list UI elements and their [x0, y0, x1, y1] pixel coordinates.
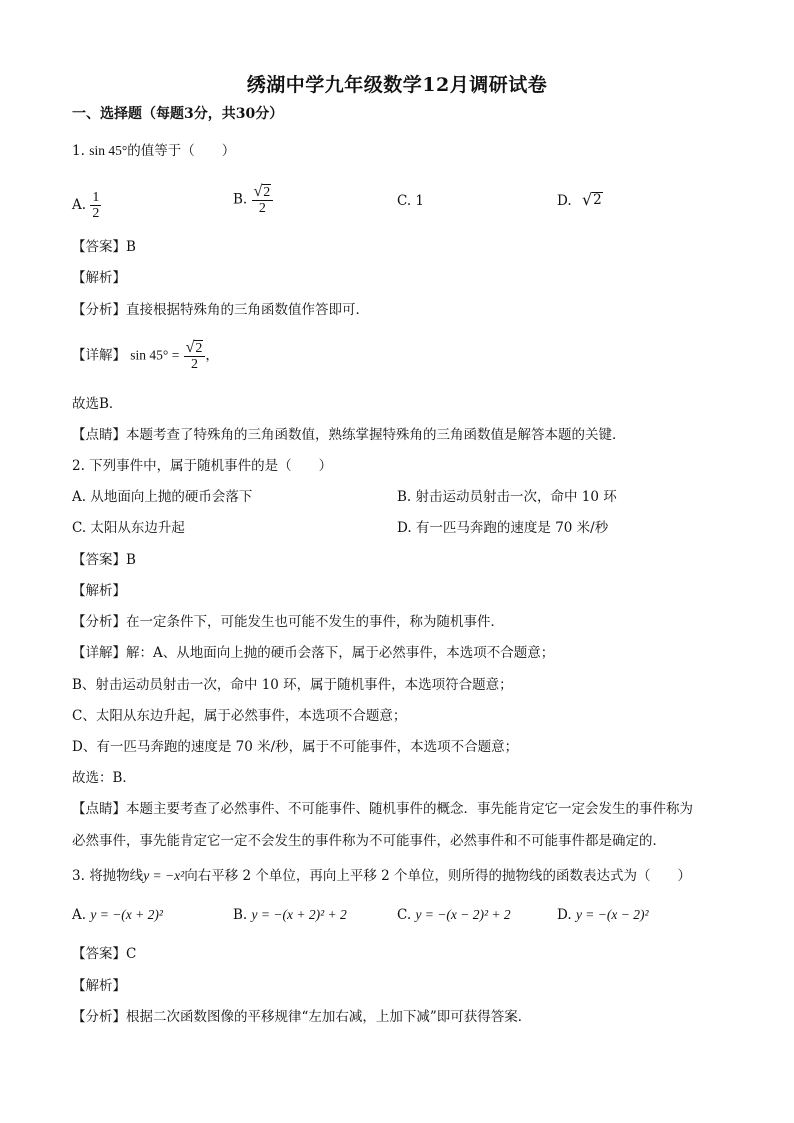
question-stem: 向右平移 2 个单位，再向上平移 2 个单位，则所得的抛物线的函数表达式为（ ）: [184, 868, 692, 884]
sqrt-symbol: √ 2: [581, 190, 602, 209]
analysis-text: 【分析】直接根据特殊角的三角函数值作答即可．: [72, 302, 369, 318]
denominator: 2: [258, 201, 266, 216]
question-number: 3.: [72, 868, 85, 884]
choose-text: 故选B．: [72, 396, 123, 412]
option-a: [72, 190, 101, 221]
math-expression: y = −x²: [143, 868, 185, 883]
option-label: A.: [72, 197, 87, 213]
option-label: D.: [557, 193, 572, 209]
question-1: [72, 141, 235, 161]
question-stem: 将抛物线: [89, 868, 144, 884]
detail-solution: [72, 340, 219, 372]
answer: 【答案】C: [72, 946, 137, 962]
punctuation: ，: [205, 347, 219, 364]
option-d: [557, 191, 603, 211]
option-d: [557, 905, 649, 925]
comment-text: 【点睛】本题考查了特殊角的三角函数值，熟练掌握特殊角的三角函数值是解答本题的关键．: [72, 427, 626, 443]
detail-tag: 【详解】: [72, 347, 126, 364]
option-b: [233, 184, 273, 216]
denominator: 2: [92, 206, 100, 221]
option-label: D.: [557, 907, 572, 923]
math-expression: y = −(x + 2)²: [90, 907, 163, 922]
analysis-heading: 【解析】: [72, 270, 126, 286]
option-label: B.: [233, 191, 248, 208]
denominator: 2: [191, 357, 199, 372]
page-title: 绣湖中学九年级数学12月调研试卷: [246, 74, 548, 96]
question-2: 2. 下列事件中，属于随机事件的是（ ）: [72, 458, 333, 474]
option-label: A.: [72, 907, 87, 923]
option-a: [72, 905, 163, 925]
math-expression: y = −(x + 2)² + 2: [251, 907, 347, 922]
math-expression: sin 45°: [89, 143, 128, 158]
analysis-text: 【分析】在一定条件下，可能发生也可能不发生的事件，称为随机事件．: [72, 614, 504, 630]
math-expression: y = −(x − 2)²: [575, 907, 649, 922]
fraction: [184, 340, 206, 372]
option-b: B. 射击运动员射击一次，命中 10 环: [397, 489, 617, 505]
analysis-heading: 【解析】: [72, 978, 126, 994]
analysis-heading: 【解析】: [72, 583, 126, 599]
detail-solution: 【详解】解：A、从地面向上抛的硬币会落下，属于必然事件，本选项不合题意；: [72, 645, 555, 661]
sqrt-symbol: √ 2: [253, 183, 271, 200]
question-number: 1.: [72, 143, 85, 159]
fraction: [252, 184, 274, 216]
solution-line-b: B、射击运动员射击一次，命中 10 环，属于随机事件，本选项符合题意；: [72, 677, 513, 693]
option-c: [397, 905, 511, 925]
option-b: [233, 905, 347, 925]
comment-text: 【点睛】本题主要考查了必然事件、不可能事件、随机事件的概念．事先能肯定它一定会发生的事件称为: [72, 801, 693, 817]
question-3: [72, 866, 691, 886]
numerator: 1: [92, 190, 100, 205]
option-d: D. 有一匹马奔跑的速度是 70 米/秒: [397, 520, 609, 536]
option-label: C.: [397, 907, 412, 923]
sqrt-symbol: √ 2: [185, 339, 203, 356]
option-c: C. 1: [397, 193, 425, 209]
analysis-text: 【分析】根据二次函数图像的平移规律“左加右减，上加下减”即可获得答案．: [72, 1009, 532, 1025]
math-expression: y = −(x − 2)² + 2: [415, 907, 511, 922]
answer: 【答案】B: [72, 239, 136, 255]
math-expression: sin 45° =: [130, 347, 180, 363]
choose-text: 故选：B．: [72, 770, 136, 786]
section-heading: 一、选择题（每题3分，共30分）: [72, 106, 284, 122]
answer: 【答案】B: [72, 552, 136, 568]
option-label: B.: [233, 907, 248, 923]
solution-line-d: D、有一匹马奔跑的速度是 70 米/秒，属于不可能事件，本选项不合题意；: [72, 739, 519, 755]
option-c: C. 太阳从东边升起: [72, 520, 185, 536]
fraction: [90, 190, 101, 221]
option-a: A. 从地面向上抛的硬币会落下: [72, 489, 253, 505]
question-stem: 的值等于（ ）: [127, 143, 236, 159]
comment-text-continued: 必然事件，事先能肯定它一定不会发生的事件称为不可能事件，必然事件和不可能事件都是确定的．: [72, 833, 666, 849]
solution-line-c: C、太阳从东边升起，属于必然事件，本选项不合题意；: [72, 708, 407, 724]
